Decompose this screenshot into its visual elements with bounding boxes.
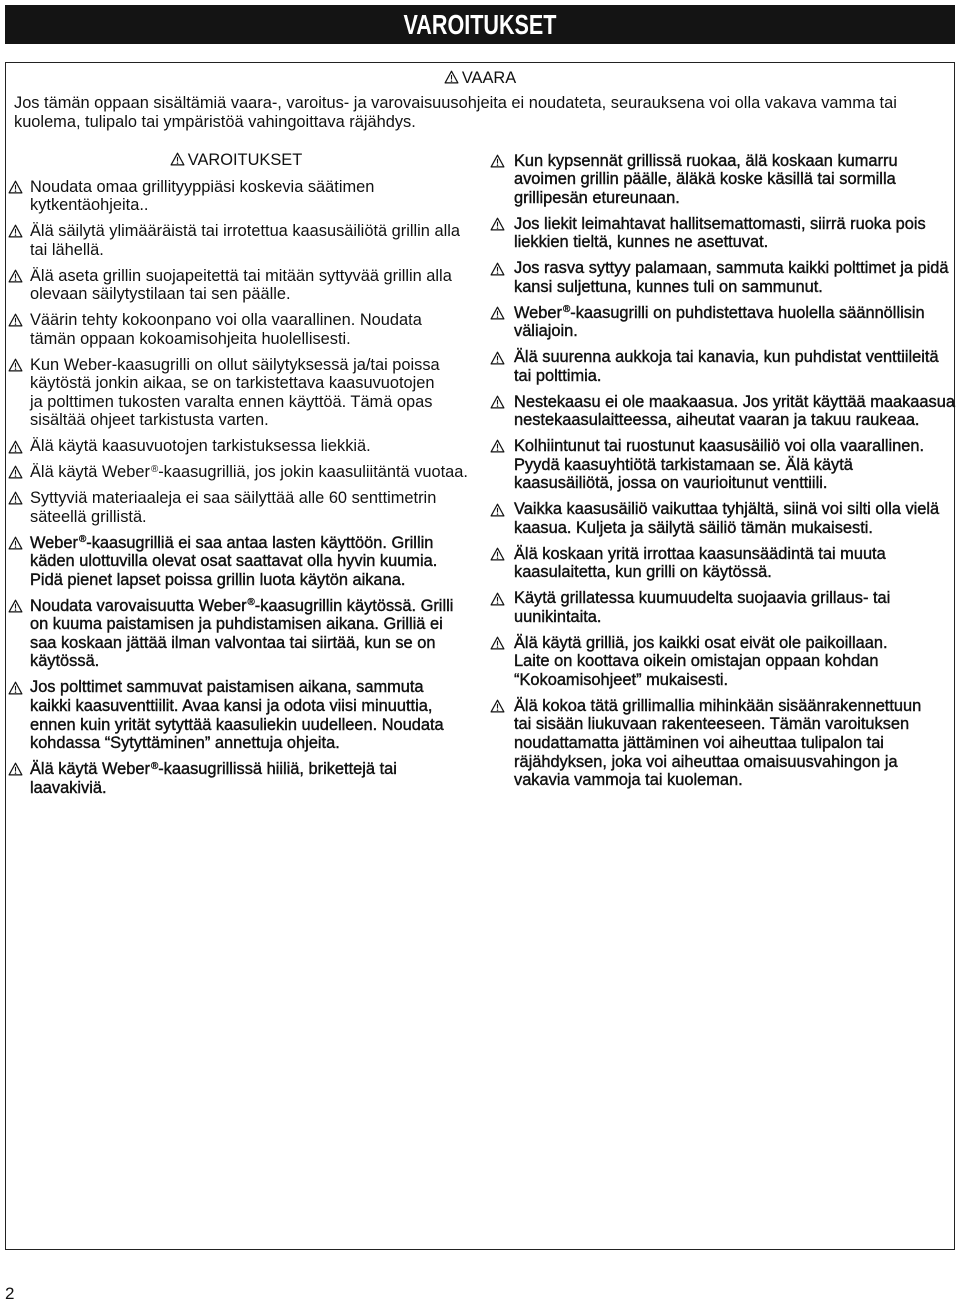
warning-item [8,678,482,752]
warning-line: väliajoin. [514,322,578,341]
warning-line: olevaan säilytystilaan tai sen päälle. [30,285,291,304]
warning-icon [8,681,23,695]
warning-item [8,178,482,215]
warning-item [490,437,954,493]
warning-icon [490,547,505,561]
warning-line: grillipesän etureunaan. [514,188,680,207]
registered-mark: ® [247,597,255,609]
warning-line: Jos liekit leimahtavat hallitsemattomasti, siirrä ruoka pois [514,214,926,233]
warnings-title: VAROITUKSET [187,150,303,169]
warning-line: Weber®-kaasugrilli on puhdistettava huolella säännöllisin [514,303,925,322]
warning-item [8,489,482,526]
warning-icon [490,636,505,650]
warning-line: kaasusäiliötä, jossa on vaurioitunut venttiili. [514,474,828,493]
warning-line: Weber®-kaasugrilliä ei saa antaa lasten käyttöön. Grillin [30,533,434,552]
warning-item [8,267,482,304]
warning-item [490,634,954,690]
warning-line: Noudata varovaisuutta Weber®-kaasugrillin käytössä. Grilli [30,596,454,615]
registered-mark: ® [78,534,87,546]
warning-item [490,697,954,790]
warning-item [8,437,482,456]
warning-line: Älä käytä kaasuvuotojen tarkistuksessa liekkiä. [30,437,371,456]
page-header-bar [5,5,955,44]
warning-line: vakavia vammoja tai kuoleman. [514,771,743,790]
warning-line: tai polttimia. [514,366,602,385]
warning-item [490,589,954,626]
warning-icon [8,269,23,283]
warning-icon [8,599,23,613]
warning-item [490,348,954,385]
danger-intro [14,94,897,132]
warning-icon [8,358,23,372]
warning-line: Laite on koottava oikein omistajan oppaan kohdan [514,652,879,671]
warning-line: nestekaasulaitteessa, aiheutat vaaran ja takuu raukeaa. [514,411,920,430]
warning-icon [490,217,505,231]
warning-line: ennen kuin yrität sytyttää kaasuliekin uudelleen. Noudata [30,715,444,734]
page-title: VAROITUKSET [403,9,557,40]
warning-line: sisältää ohjeet tarkistusta varten. [30,411,269,430]
page-number: 2 [5,1284,15,1303]
left-warning-list [8,178,482,805]
registered-mark: ® [150,760,159,772]
warning-line: Älä käytä Weber®-kaasugrillissä hiiliä, brikettejä tai [30,759,397,778]
warning-line: käden ulottuvilla olevat osat saattavat olla hyvin kuumia. [30,552,438,571]
warning-line: “Kokoamisohjeet” mukaisesti. [514,670,729,689]
warning-line: Jos rasva syttyy palamaan, sammuta kaikki polttimet ja pidä [514,259,949,278]
warning-line: räjähdyksen, joka voi aiheuttaa omaisuusvahingon ja [514,752,898,771]
warning-line: kaasulaitetta, kun grilli on käytössä. [514,563,772,582]
warning-icon [8,313,23,327]
warning-line: säteellä grillistä. [30,507,147,526]
warning-icon [490,503,505,517]
warning-item [8,760,482,797]
warning-line: Käytä grillatessa kuumuudelta suojaavia grillaus- tai [514,589,891,608]
warning-item [490,500,954,537]
warning-line: Älä käytä grilliä, jos kaikki osat eivät ole paikoillaan. [514,633,888,652]
warning-item [490,393,954,430]
warning-item [8,534,482,590]
warning-line: Noudata omaa grillityyppiäsi koskevia säätimen [30,177,375,196]
warning-line: kaikki kaasuventtiilit. Avaa kansi ja odota viisi minuuttia, [30,696,433,715]
warning-icon [8,762,23,776]
danger-intro-line: Jos tämän oppaan sisältämiä vaara-, varoitus- ja varovaisuusohjeita ei noudateta, seurauksena voi olla vakava vamma tai [14,93,897,112]
warning-line: kaasua. Kuljeta ja säilytä säiliö tämän mukaisesti. [514,518,873,537]
warning-icon [490,439,505,453]
warning-line: Jos polttimet sammuvat paistamisen aikana, sammuta [30,678,424,697]
warning-item [8,597,482,671]
warning-icon [490,306,505,320]
warning-item [490,152,954,208]
warning-line: käytössä. [30,652,100,671]
warning-line: Syttyviä materiaaleja ei saa säilyttää alle 60 senttimetrin [30,489,437,508]
warning-icon [8,180,23,194]
warning-item [8,356,482,430]
warning-line: kytkentäohjeita.. [30,196,149,215]
warning-line: on kuuma paistamisen ja puhdistamisen aikana. Grilliä ei [30,615,443,634]
danger-title: VAARA [461,68,517,87]
danger-heading [0,69,960,88]
warning-line: Nestekaasu ei ole maakaasua. Jos yrität käyttää maakaasua [514,392,955,411]
warning-line: Älä säilytä ylimääräistä tai irrotettua kaasusäiliötä grillin alla [30,222,460,241]
warning-line: liekkien tieltä, kunnes ne asettuvat. [514,233,769,252]
registered-mark: ® [150,463,159,475]
warning-line: avoimen grillin päälle, äläkä koske käsillä tai sormilla [514,170,896,189]
warning-icon [490,699,505,713]
warning-line: tai sisään liukuvaan rakenteeseen. Tämän varoituksen [514,715,910,734]
warning-icon [490,592,505,606]
warning-icon [8,491,23,505]
warning-item [490,259,954,296]
warning-icon [490,351,505,365]
warning-item [8,463,482,482]
warning-icon [8,536,23,550]
warning-line: Pyydä kaasuyhtiötä tarkistamaan se. Älä käytä [514,455,853,474]
danger-intro-line: kuolema, tulipalo tai ympäristöä vahingoittava räjähdys. [14,112,416,131]
registered-mark: ® [562,304,571,316]
warning-line: Väärin tehty kokoonpano voi olla vaarallinen. Noudata [30,311,422,330]
warning-line: Kolhiintunut tai ruostunut kaasusäiliö voi olla vaarallinen. [514,437,925,456]
warning-item [490,545,954,582]
warning-icon [490,154,505,168]
warning-line: saa koskaan jättää ilman valvontaa tai siirtää, kun se on [30,633,436,652]
warning-line: ja polttimen tukosten varalta ennen käyttöä. Tämä opas [30,392,433,411]
warning-icon [490,395,505,409]
warning-line: Vaikka kaasusäiliö vaikuttaa tyhjältä, siinä voi silti olla vielä [514,500,940,519]
warning-line: tämän oppaan kokoamisohjeita huolellisesti. [30,329,351,348]
warning-line: kohdassa “Sytyttäminen” annettuja ohjeita. [30,734,340,753]
warning-line: uunikintaita. [514,607,602,626]
warning-line: kansi suljettuna, kunnes tuli on sammunut. [514,277,823,296]
warning-icon [8,465,23,479]
warning-line: Älä aseta grillin suojapeitettä tai mitään syttyvää grillin alla [30,266,452,285]
warning-line: Pidä pienet lapset poissa grillin luota käytön aikana. [30,570,406,589]
warning-item [490,215,954,252]
warning-line: Kun Weber-kaasugrilli on ollut säilytyksessä ja/tai poissa [30,355,440,374]
warning-line: Kun kypsennät grillissä ruokaa, älä koskaan kumarru [514,151,898,170]
warning-line: tai lähellä. [30,240,104,259]
warning-icon [8,440,23,454]
warning-line: Älä suurenna aukkoja tai kanavia, kun puhdistat venttiileitä [514,348,939,367]
warnings-heading [8,151,464,170]
warning-line: noudattamatta jättäminen voi aiheuttaa tulipalon tai [514,733,884,752]
warning-icon [170,152,185,166]
warning-line: laavakiviä. [30,778,107,797]
warning-line: käytöstä jonkin aikaa, se on tarkistettava kaasuvuotojen [30,374,435,393]
warning-item [8,222,482,259]
right-warning-list [490,152,954,797]
warning-icon [8,224,23,238]
warning-line: Älä käytä Weber®-kaasugrilliä, jos jokin kaasuliitäntä vuotaa. [30,463,468,482]
warning-icon [444,70,459,84]
warning-line: Älä kokoa tätä grillimallia mihinkään sisäänrakennettuun [514,696,922,715]
warning-item [8,311,482,348]
warning-line: Älä koskaan yritä irrottaa kaasunsäädintä tai muuta [514,544,886,563]
warning-item [490,304,954,341]
warning-icon [490,262,505,276]
